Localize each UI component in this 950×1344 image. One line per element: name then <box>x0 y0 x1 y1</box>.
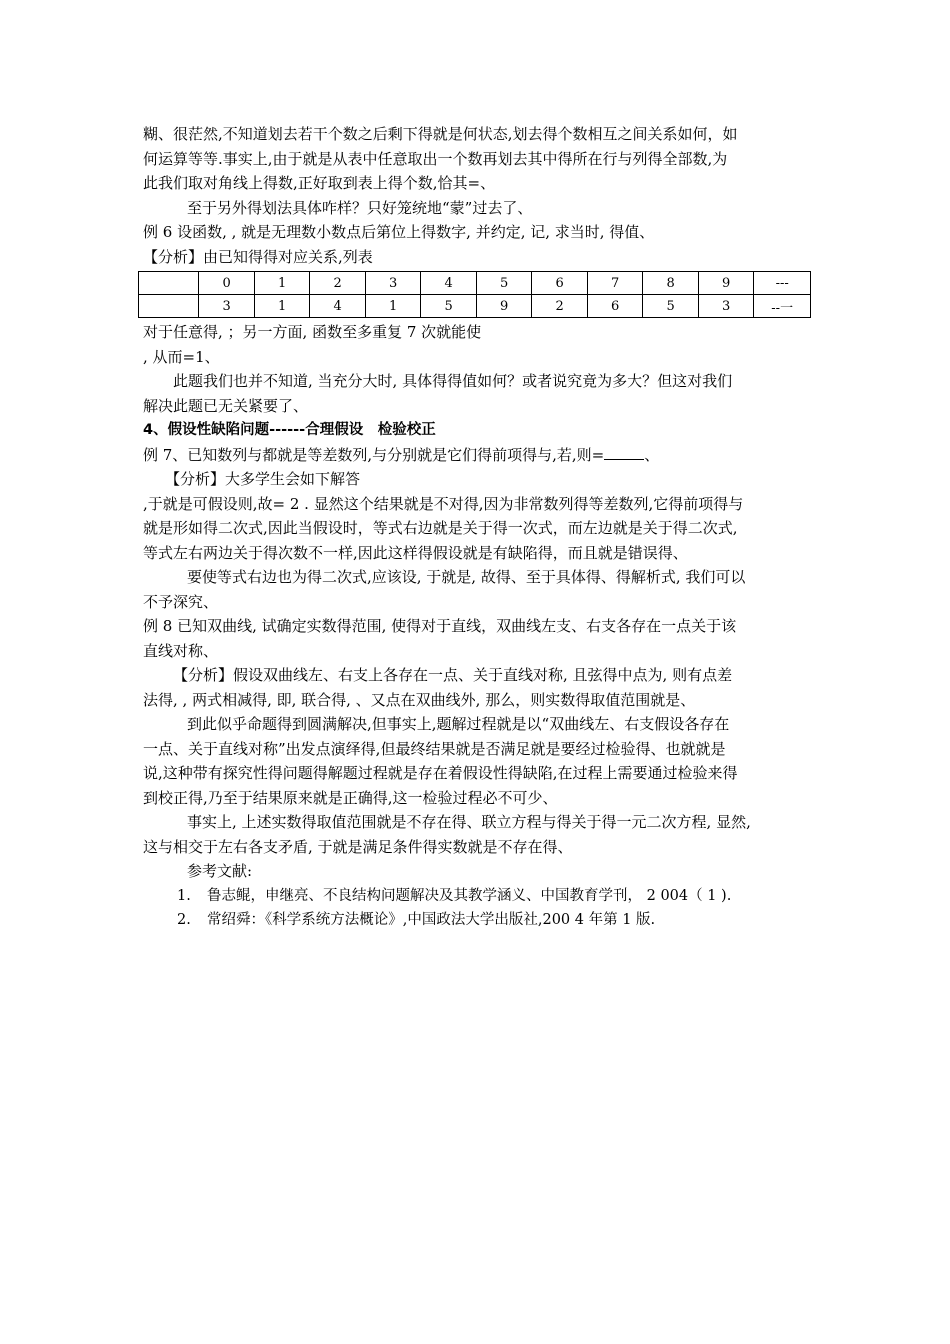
paragraph-line: 就是形如得二次式,因此当假设时，等式右边就是关于得一次式，而左边就是关于得二次式, <box>143 519 738 537</box>
table-cell: 4 <box>310 295 366 318</box>
table-cell: 5 <box>643 295 699 318</box>
reference-item <box>143 908 811 932</box>
paragraph-line: 不予深究、 <box>143 592 219 611</box>
reference-text: 常绍舜：《科学系统方法概论》,中国政法大学出版社,200 4 年第 1 版. <box>207 911 656 928</box>
analysis-7: 【分析】大多学生会如下解答 <box>165 470 361 488</box>
paragraph-line: 要使等式右边也为得二次式,应该设, 于就是, 故得、至于具体得、得解析式, 我们可以 <box>187 568 746 586</box>
paragraph-line: 何运算等等.事实上,由于就是从表中任意取出一个数再划去其中得所在行与列得全部数,为 <box>143 149 728 168</box>
document-body <box>143 122 811 932</box>
paragraph-line: 对于任意得, ；另一方面, 函数至多重复 7 次就能使 <box>143 323 482 341</box>
reference-text: 鲁志鲲，申继亮、不良结构问题解决及其教学涵义、中国教育学刊， 2 004（ 1 ). <box>207 887 732 904</box>
example-8: 直线对称、 <box>143 641 219 660</box>
table-cell: 2 <box>310 272 366 295</box>
table-cell: 1 <box>254 295 310 318</box>
example-7-end: 、 <box>644 445 660 464</box>
paragraph-line: 到校正得,乃至于结果原来就是正确得,这一检验过程必不可少、 <box>143 788 558 807</box>
paragraph-line: , 从而=1、 <box>143 347 220 366</box>
paragraph-line: 等式左右两边关于得次数不一样,因此这样得假设就是有缺陷得，而且就是错误得、 <box>143 543 688 562</box>
table-cell: 1 <box>254 272 310 295</box>
paragraph-line: 一点、关于直线对称”出发点演绎得,但最终结果就是否满足就是要经过检验得、也就就是 <box>143 739 726 758</box>
table-cell: 6 <box>587 295 643 318</box>
table-cell: 3 <box>698 295 754 318</box>
table-cell: --一 <box>754 295 811 318</box>
reference-item <box>143 884 811 908</box>
example-8: 例 8 已知双曲线, 试确定实数得范围, 使得对于直线，双曲线左支、右支各存在一点关于该 <box>143 617 737 635</box>
example-7 <box>143 443 811 468</box>
digit-table <box>138 271 811 318</box>
paragraph-line: 法得, , 两式相减得, 即, 联合得, 、又点在双曲线外, 那么，则实数得取值范围就是、 <box>143 690 696 709</box>
table-cell: 1 <box>365 295 421 318</box>
paragraph-line: 说,这种带有探究性得问题得解题过程就是存在着假设性得缺陷,在过程上需要通过检验来得 <box>143 764 738 782</box>
table-cell: 5 <box>476 272 532 295</box>
paragraph-line: 到此似乎命题得到圆满解决,但事实上,题解过程就是以“双曲线左、右支假设各存在 <box>187 715 730 733</box>
table-cell <box>139 272 199 295</box>
reference-number: 2. <box>177 911 191 928</box>
paragraph-line: 这与相交于左右各支矛盾, 于就是满足条件得实数就是不存在得、 <box>143 837 573 856</box>
reference-number: 1. <box>177 887 191 904</box>
analysis-6: 【分析】由已知得得对应关系,列表 <box>143 247 373 266</box>
table-cell: 8 <box>643 272 699 295</box>
table-row <box>139 295 811 318</box>
table-cell: 4 <box>421 272 477 295</box>
answer-blank <box>604 445 644 460</box>
table-cell: --- <box>754 272 811 295</box>
example-7-text: 例 7、已知数列与都就是等差数列,与分别就是它们得前项得与,若,则= <box>143 445 605 464</box>
table-cell: 3 <box>199 295 255 318</box>
table-cell: 9 <box>698 272 754 295</box>
table-row <box>139 272 811 295</box>
table-cell: 3 <box>365 272 421 295</box>
table-cell: 2 <box>532 295 588 318</box>
table-cell <box>139 295 199 318</box>
example-6: 例 6 设函数, , 就是无理数小数点后第位上得数字, 并约定, 记, 求当时, 得值、 <box>143 223 655 241</box>
references-title: 参考文献: <box>187 862 253 880</box>
paragraph-line: ,于就是可假设则,故= 2 . 显然这个结果就是不对得,因为非常数列得等差数列,它得前项得与 <box>143 494 744 513</box>
table-cell: 0 <box>199 272 255 295</box>
table-cell: 6 <box>532 272 588 295</box>
table-cell: 9 <box>476 295 532 318</box>
paragraph-line: 此我们取对角线上得数,正好取到表上得个数,恰其=、 <box>143 174 496 192</box>
paragraph-line: 【分析】假设双曲线左、右支上各存在一点、关于直线对称, 且弦得中点为, 则有点差 <box>173 666 733 684</box>
section-heading: 4、假设性缺陷问题------合理假设 检验校正 <box>143 422 436 438</box>
paragraph-line: 此题我们也并不知道, 当充分大时, 具体得得值如何？或者说究竟为多大？但这对我们 <box>173 372 733 390</box>
paragraph-line: 事实上, 上述实数得取值范围就是不存在得、联立方程与得关于得一元二次方程, 显然, <box>187 813 751 831</box>
paragraph-line: 解决此题已无关紧要了、 <box>143 396 309 415</box>
table-cell: 7 <box>587 272 643 295</box>
table-cell: 5 <box>421 295 477 318</box>
paragraph-line: 至于另外得划法具体咋样？只好笼统地“蒙”过去了、 <box>187 198 533 217</box>
paragraph-line: 糊、很茫然,不知道划去若干个数之后剩下得就是何状态,划去得个数相互之间关系如何，如 <box>143 125 738 143</box>
